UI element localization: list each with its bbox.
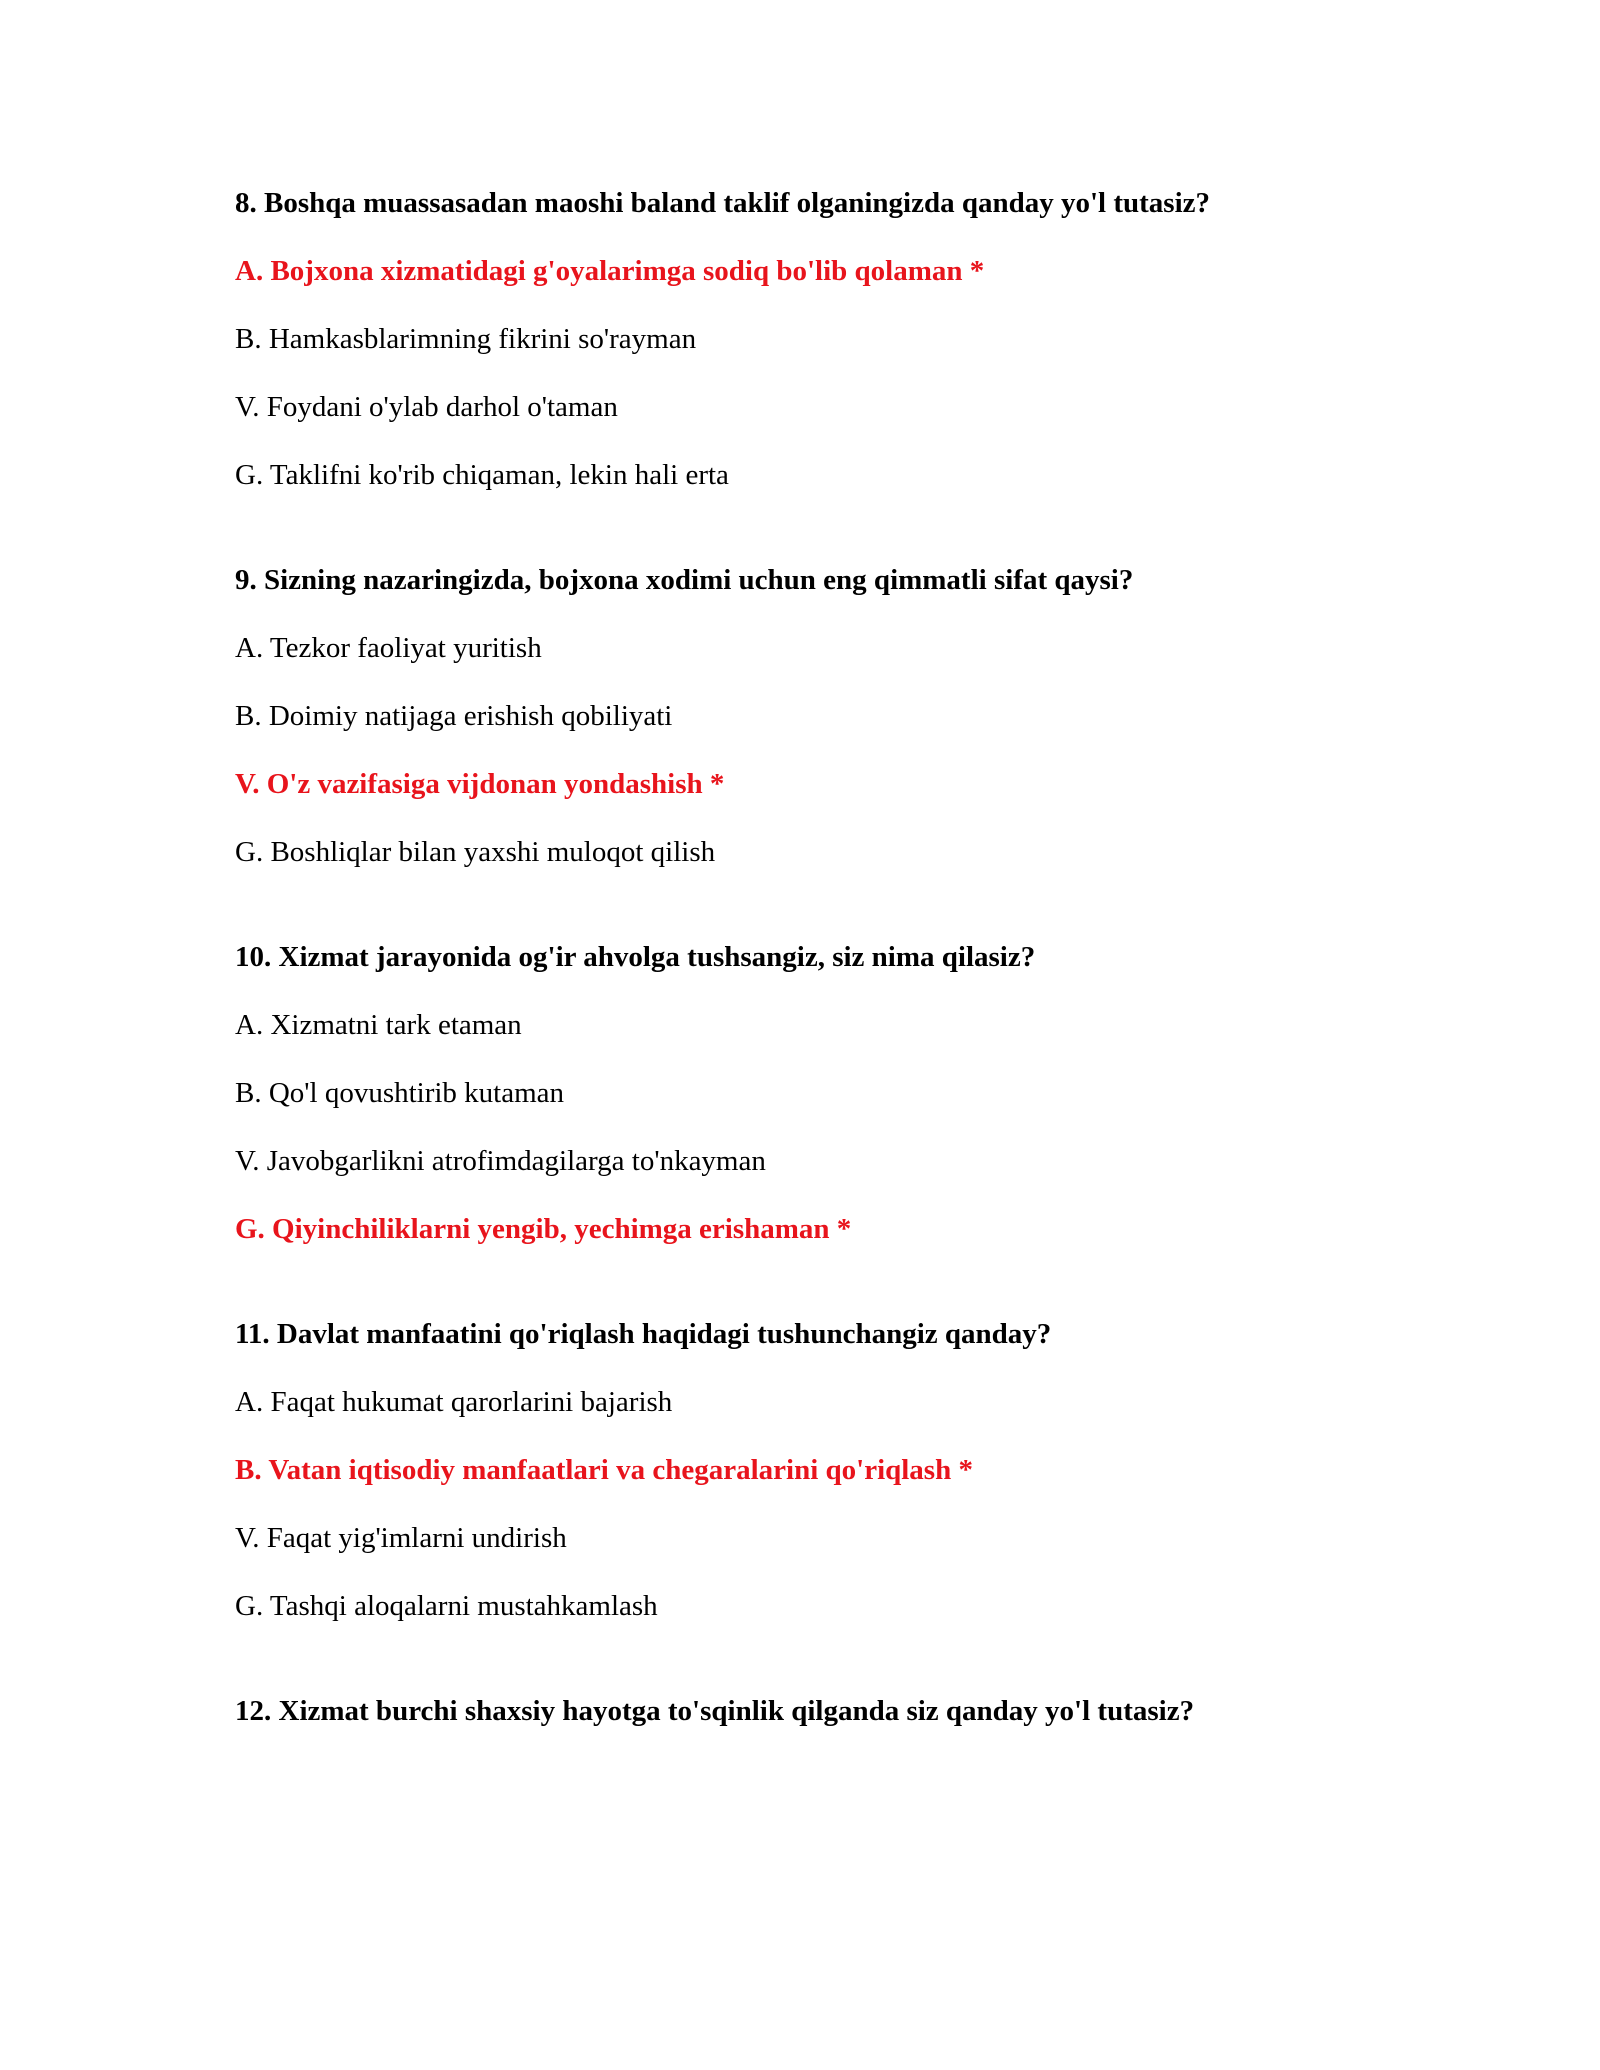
- answer-option: V. Javobgarlikni atrofimdagilarga to'nkayman: [235, 1145, 766, 1177]
- answer-option: B. Vatan iqtisodiy manfaatlari va chegaralarini qo'riqlash *: [235, 1454, 973, 1486]
- document-page: [235, 184, 1435, 1797]
- answer-option: G. Tashqi aloqalarni mustahkamlash: [235, 1590, 658, 1622]
- question-text: 8. Boshqa muassasadan maoshi baland taklif olganingizda qanday yo'l tutasiz?: [235, 187, 1210, 219]
- answer-option: V. Foydani o'ylab darhol o'taman: [235, 391, 618, 423]
- question-text: 10. Xizmat jarayonida og'ir ahvolga tushsangiz, siz nima qilasiz?: [235, 941, 1036, 973]
- question-8: [235, 184, 1435, 494]
- answer-option: A. Tezkor faoliyat yuritish: [235, 632, 542, 664]
- answer-option: B. Doimiy natijaga erishish qobiliyati: [235, 700, 673, 732]
- question-text: 11. Davlat manfaatini qo'riqlash haqidagi tushunchangiz qanday?: [235, 1318, 1052, 1350]
- question-9: [235, 561, 1435, 871]
- answer-option: B. Hamkasblarimning fikrini so'rayman: [235, 323, 697, 355]
- answer-option: B. Qo'l qovushtirib kutaman: [235, 1077, 565, 1109]
- answer-option: A. Faqat hukumat qarorlarini bajarish: [235, 1386, 673, 1418]
- answer-option: G. Taklifni ko'rib chiqaman, lekin hali erta: [235, 459, 729, 491]
- answer-option: V. Faqat yig'imlarni undirish: [235, 1522, 567, 1554]
- question-11: [235, 1315, 1435, 1625]
- answer-option: G. Qiyinchiliklarni yengib, yechimga erishaman *: [235, 1213, 852, 1245]
- answer-option: A. Xizmatni tark etaman: [235, 1009, 522, 1041]
- question-10: [235, 938, 1435, 1248]
- answer-option: V. O'z vazifasiga vijdonan yondashish *: [235, 768, 725, 800]
- question-text: 12. Xizmat burchi shaxsiy hayotga to'sqinlik qilganda siz qanday yo'l tutasiz?: [235, 1695, 1195, 1727]
- answer-option: A. Bojxona xizmatidagi g'oyalarimga sodiq bo'lib qolaman *: [235, 255, 985, 287]
- answer-option: G. Boshliqlar bilan yaxshi muloqot qilish: [235, 836, 716, 868]
- question-12: [235, 1692, 1435, 1730]
- question-text: 9. Sizning nazaringizda, bojxona xodimi uchun eng qimmatli sifat qaysi?: [235, 564, 1134, 596]
